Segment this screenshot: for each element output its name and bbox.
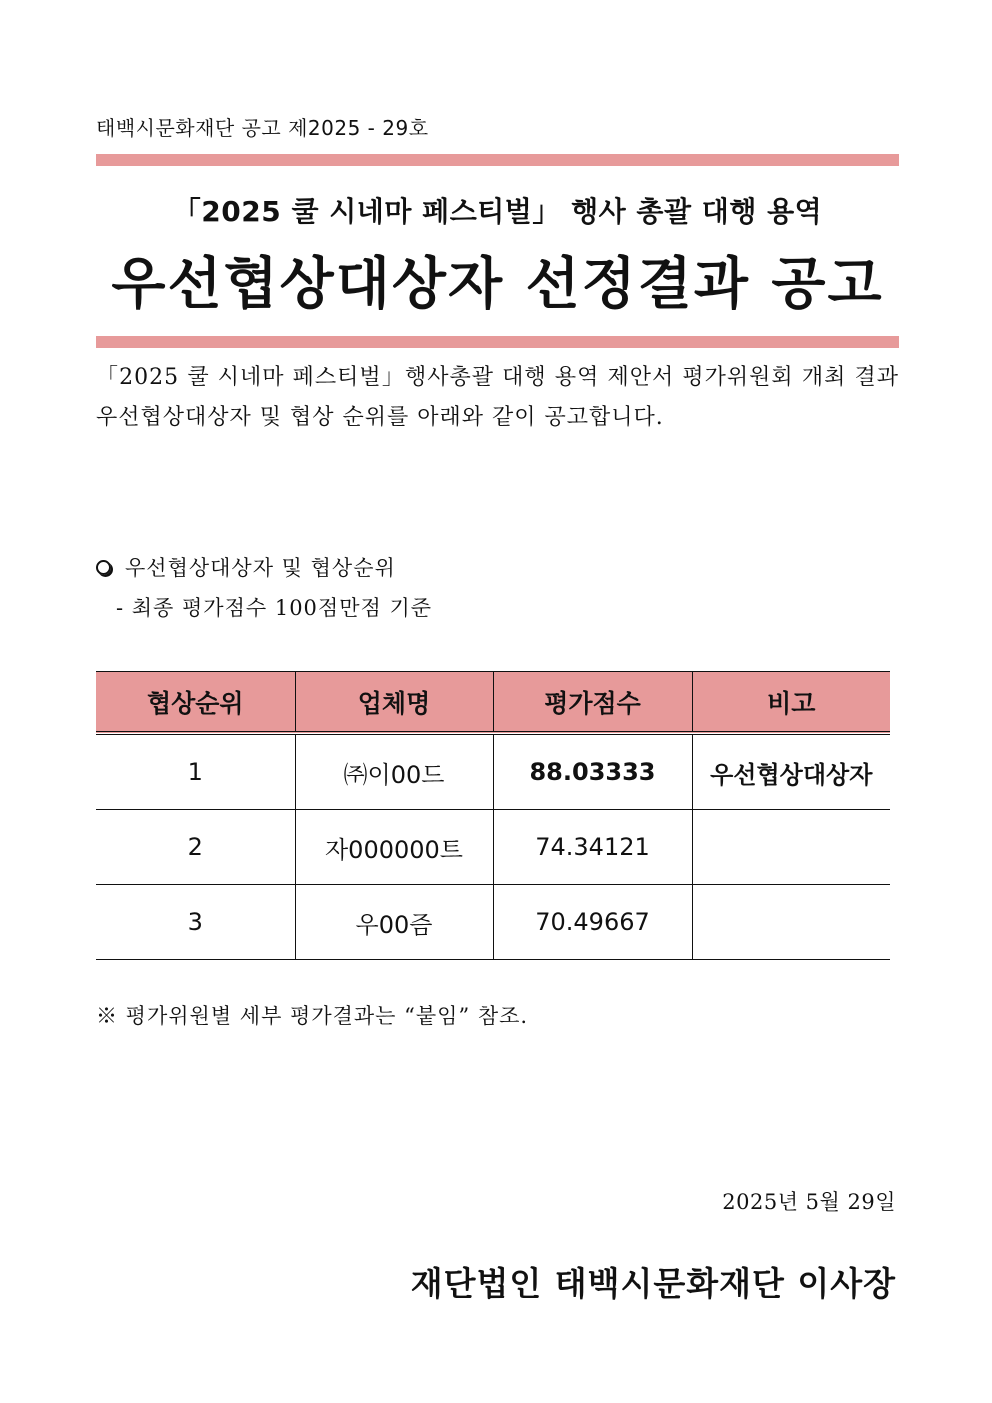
section-note: - 최종 평가점수 100점만점 기준	[116, 596, 433, 620]
table-header-row	[96, 672, 890, 734]
section-heading	[96, 552, 396, 582]
notice-date: 2025년 5월 29일	[722, 1190, 896, 1214]
cell-remark	[692, 885, 890, 960]
bottom-divider-bar	[96, 336, 899, 348]
cell-rank: 2	[96, 810, 295, 885]
header-rank: 협상순위	[96, 672, 295, 734]
page-title: 우선협상대상자 선정결과 공고	[111, 252, 884, 317]
top-divider-bar	[96, 154, 899, 166]
table-row	[96, 810, 890, 885]
notice-number: 태백시문화재단 공고 제2025 - 29호	[96, 116, 429, 140]
table-row	[96, 885, 890, 960]
cell-remark	[692, 810, 890, 885]
hollow-circle-bullet-icon	[96, 560, 111, 575]
result-table	[96, 671, 890, 960]
cell-rank: 1	[96, 733, 295, 810]
subtitle: 「2025 쿨 시네마 페스티벌」 행사 총괄 대행 용역	[172, 195, 823, 228]
header-remark: 비고	[692, 672, 890, 734]
footnote: ※ 평가위원별 세부 평가결과는 “붙임” 참조.	[96, 1004, 529, 1028]
table-row	[96, 733, 890, 810]
cell-score: 88.03333	[493, 733, 692, 810]
intro-paragraph: 「2025 쿨 시네마 페스티벌」행사총괄 대행 용역 제안서 평가위원회 개최 결과 우선협상대상자 및 협상 순위를 아래와 같이 공고합니다.	[96, 365, 899, 430]
header-company: 업체명	[295, 672, 493, 734]
header-score: 평가점수	[493, 672, 692, 734]
cell-remark: 우선협상대상자	[692, 733, 890, 810]
cell-company: 자000000트	[295, 810, 493, 885]
cell-company: ㈜이00드	[295, 733, 493, 810]
signer: 재단법인 태백시문화재단 이사장	[410, 1264, 896, 1303]
cell-company: 우00즘	[295, 885, 493, 960]
section-heading-text: 우선협상대상자 및 협상순위	[125, 556, 396, 580]
cell-score: 74.34121	[493, 810, 692, 885]
cell-score: 70.49667	[493, 885, 692, 960]
cell-rank: 3	[96, 885, 295, 960]
